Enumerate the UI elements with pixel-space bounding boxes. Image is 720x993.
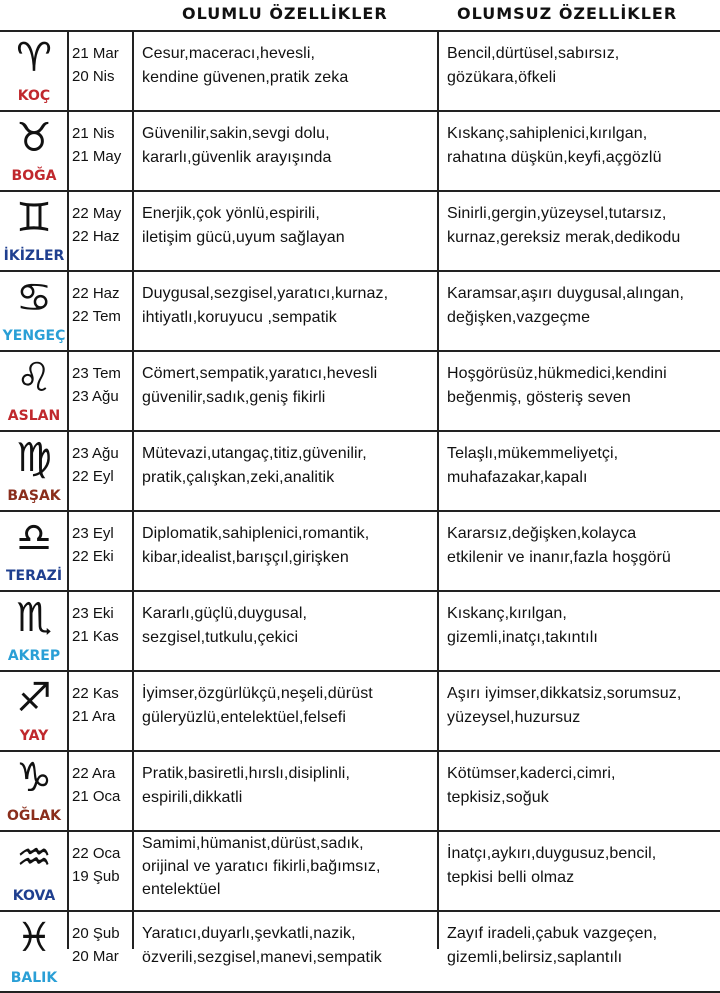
- table-row: [0, 670, 720, 750]
- positive-traits: [142, 362, 440, 410]
- sign-name: İKİZLER: [3, 248, 65, 264]
- negative-traits: [447, 282, 717, 330]
- sign-cell: [0, 110, 68, 190]
- positive-traits: [142, 602, 440, 650]
- start-date: 21 Mar: [72, 45, 119, 62]
- start-date: 22 May: [72, 205, 122, 222]
- sagittarius-icon: ♐: [16, 675, 52, 721]
- negative-traits: [447, 442, 717, 490]
- sign-cell: [0, 750, 68, 830]
- trait-line: Yaratıcı,duyarlı,şevkatli,nazik,: [142, 925, 356, 942]
- sign-cell: [0, 190, 68, 270]
- positive-traits-heading: OLUMLU ÖZELLİKLER: [182, 4, 388, 23]
- leo-icon: ♌: [16, 355, 52, 401]
- date-range: [72, 522, 132, 568]
- sign-name: YAY: [19, 728, 49, 744]
- column-divider: [67, 30, 69, 949]
- positive-traits: [142, 762, 440, 810]
- date-range: [72, 442, 132, 488]
- trait-line: Sinirli,gergin,yüzeysel,tutarsız,: [447, 205, 667, 222]
- negative-traits: [447, 922, 717, 970]
- trait-line: Diplomatik,sahiplenici,romantik,: [142, 525, 370, 542]
- sign-cell: [0, 270, 68, 350]
- table-row: [0, 30, 720, 110]
- date-range: [72, 202, 132, 248]
- trait-line: Zayıf iradeli,çabuk vazgeçen,: [447, 925, 658, 942]
- trait-line: Kararsız,değişken,kolayca: [447, 525, 637, 542]
- capricorn-icon: ♑: [16, 755, 52, 801]
- negative-traits: [447, 842, 717, 890]
- end-date: 23 Ağu: [72, 388, 119, 405]
- date-range: [72, 602, 132, 648]
- table-row: [0, 350, 720, 430]
- end-date: 20 Mar: [72, 948, 119, 965]
- zodiac-table: [0, 30, 720, 986]
- date-range: [72, 362, 132, 408]
- trait-line: güvenilir,sadık,geniş fikirli: [142, 389, 326, 406]
- date-range: [72, 762, 132, 808]
- negative-traits: [447, 122, 717, 170]
- positive-traits: [142, 522, 440, 570]
- gemini-icon: ♊: [16, 195, 52, 241]
- sign-name: KOÇ: [17, 88, 51, 104]
- end-date: 19 Şub: [72, 868, 120, 885]
- aries-icon: ♈: [16, 35, 52, 81]
- end-date: 22 Eki: [72, 548, 114, 565]
- start-date: 22 Ara: [72, 765, 116, 782]
- end-date: 22 Tem: [72, 308, 121, 325]
- trait-line: İnatçı,aykırı,duygusuz,bencil,: [447, 845, 657, 862]
- trait-line: rahatına düşkün,keyfi,açgözlü: [447, 149, 662, 166]
- table-row: [0, 110, 720, 190]
- sign-name: OĞLAK: [7, 808, 61, 824]
- positive-traits: [142, 922, 440, 970]
- table-row: [0, 510, 720, 590]
- positive-traits: [142, 442, 440, 490]
- trait-line: kendine güvenen,pratik zeka: [142, 69, 349, 86]
- trait-line: etkilenir ve inanır,fazla hoşgörü: [447, 549, 671, 566]
- trait-line: Duygusal,sezgisel,yaratıcı,kurnaz,: [142, 285, 389, 302]
- trait-line: tepkisi belli olmaz: [447, 869, 575, 886]
- sign-cell: [0, 430, 68, 510]
- trait-line: Aşırı iyimser,dikkatsiz,sorumsuz,: [447, 685, 682, 702]
- date-range: [72, 122, 132, 168]
- table-row: [0, 830, 720, 910]
- trait-line: Enerjik,çok yönlü,espirili,: [142, 205, 320, 222]
- trait-line: iletişim gücü,uyum sağlayan: [142, 229, 345, 246]
- table-row: [0, 750, 720, 830]
- sign-name: BALIK: [10, 970, 58, 986]
- trait-line: kurnaz,gereksiz merak,dedikodu: [447, 229, 681, 246]
- start-date: 22 Oca: [72, 845, 121, 862]
- negative-traits: [447, 762, 717, 810]
- end-date: 20 Nis: [72, 68, 115, 85]
- sign-cell: [0, 670, 68, 750]
- table-row: [0, 270, 720, 350]
- trait-line: Kararlı,güçlü,duygusal,: [142, 605, 308, 622]
- date-range: [72, 842, 132, 888]
- trait-line: gözükara,öfkeli: [447, 69, 557, 86]
- negative-traits-heading: OLUMSUZ ÖZELLİKLER: [457, 4, 678, 23]
- libra-icon: ♎: [16, 515, 52, 561]
- trait-line: Samimi,hümanist,dürüst,sadık,: [142, 835, 364, 852]
- negative-traits: [447, 42, 717, 90]
- sign-name: AKREP: [7, 648, 61, 664]
- trait-line: değişken,vazgeçme: [447, 309, 591, 326]
- table-header: [0, 0, 720, 30]
- trait-line: sezgisel,tutkulu,çekici: [142, 629, 299, 646]
- negative-traits: [447, 202, 717, 250]
- sign-name: ASLAN: [7, 408, 61, 424]
- trait-line: gizemli,belirsiz,saplantılı: [447, 949, 623, 966]
- trait-line: Kötümser,kaderci,cimri,: [447, 765, 616, 782]
- table-row: [0, 430, 720, 510]
- trait-line: ihtiyatlı,koruyucu ,sempatik: [142, 309, 337, 326]
- start-date: 21 Nis: [72, 125, 115, 142]
- positive-traits: [142, 122, 440, 170]
- trait-line: pratik,çalışkan,zeki,analitik: [142, 469, 335, 486]
- date-range: [72, 282, 132, 328]
- trait-line: güleryüzlü,entelektüel,felsefi: [142, 709, 347, 726]
- trait-line: özverili,sezgisel,manevi,sempatik: [142, 949, 382, 966]
- trait-line: Karamsar,aşırı duygusal,alıngan,: [447, 285, 685, 302]
- start-date: 23 Tem: [72, 365, 121, 382]
- end-date: 21 Ara: [72, 708, 116, 725]
- aquarius-icon: ♒: [16, 835, 52, 881]
- virgo-icon: ♍: [16, 435, 52, 481]
- trait-line: gizemli,inatçı,takıntılı: [447, 629, 598, 646]
- sign-cell: [0, 910, 68, 992]
- sign-name: YENGEÇ: [2, 328, 66, 344]
- negative-traits: [447, 362, 717, 410]
- sign-name: BAŞAK: [7, 488, 61, 504]
- positive-traits: [142, 282, 440, 330]
- trait-line: Telaşlı,mükemmeliyetçi,: [447, 445, 619, 462]
- end-date: 21 Kas: [72, 628, 119, 645]
- sign-name: BOĞA: [11, 168, 57, 184]
- trait-line: kibar,idealist,barışçıl,girişken: [142, 549, 349, 566]
- trait-line: espirili,dikkatli: [142, 789, 243, 806]
- sign-name: TERAZİ: [5, 568, 63, 584]
- start-date: 22 Haz: [72, 285, 120, 302]
- trait-line: yüzeysel,huzursuz: [447, 709, 581, 726]
- start-date: 22 Kas: [72, 685, 119, 702]
- table-row: [0, 910, 720, 992]
- positive-traits: [142, 832, 440, 901]
- column-divider: [132, 30, 134, 949]
- taurus-icon: ♉: [16, 115, 52, 161]
- trait-line: Kıskanç,kırılgan,: [447, 605, 567, 622]
- date-range: [72, 682, 132, 728]
- start-date: 23 Ağu: [72, 445, 119, 462]
- sign-cell: [0, 590, 68, 670]
- pisces-icon: ♓: [16, 915, 52, 961]
- sign-cell: [0, 510, 68, 590]
- cancer-icon: ♋: [16, 275, 52, 321]
- sign-cell: [0, 30, 68, 110]
- positive-traits: [142, 202, 440, 250]
- positive-traits: [142, 42, 440, 90]
- trait-line: Güvenilir,sakin,sevgi dolu,: [142, 125, 330, 142]
- negative-traits: [447, 602, 717, 650]
- date-range: [72, 922, 132, 968]
- trait-line: Bencil,dürtüsel,sabırsız,: [447, 45, 620, 62]
- scorpio-icon: ♏: [16, 595, 52, 641]
- sign-cell: [0, 350, 68, 430]
- negative-traits: [447, 522, 717, 570]
- trait-line: kararlı,güvenlik arayışında: [142, 149, 332, 166]
- trait-line: İyimser,özgürlükçü,neşeli,dürüst: [142, 685, 373, 702]
- end-date: 22 Eyl: [72, 468, 114, 485]
- end-date: 22 Haz: [72, 228, 120, 245]
- trait-line: entelektüel: [142, 881, 221, 898]
- trait-line: Mütevazi,utangaç,titiz,güvenilir,: [142, 445, 367, 462]
- sign-name: KOVA: [12, 888, 56, 904]
- trait-line: Hoşgörüsüz,hükmedici,kendini: [447, 365, 667, 382]
- trait-line: Cömert,sempatik,yaratıcı,hevesli: [142, 365, 378, 382]
- end-date: 21 May: [72, 148, 122, 165]
- start-date: 23 Eki: [72, 605, 114, 622]
- end-date: 21 Oca: [72, 788, 121, 805]
- sign-cell: [0, 830, 68, 910]
- date-range: [72, 42, 132, 88]
- trait-line: muhafazakar,kapalı: [447, 469, 588, 486]
- start-date: 23 Eyl: [72, 525, 114, 542]
- start-date: 20 Şub: [72, 925, 120, 942]
- positive-traits: [142, 682, 440, 730]
- table-row: [0, 590, 720, 670]
- trait-line: orijinal ve yaratıcı fikirli,bağımsız,: [142, 858, 381, 875]
- trait-line: tepkisiz,soğuk: [447, 789, 549, 806]
- negative-traits: [447, 682, 717, 730]
- trait-line: Kıskanç,sahiplenici,kırılgan,: [447, 125, 648, 142]
- trait-line: beğenmiş, gösteriş seven: [447, 389, 631, 406]
- trait-line: Cesur,maceracı,hevesli,: [142, 45, 316, 62]
- trait-line: Pratik,basiretli,hırslı,disiplinli,: [142, 765, 351, 782]
- table-row: [0, 190, 720, 270]
- column-divider: [437, 30, 439, 949]
